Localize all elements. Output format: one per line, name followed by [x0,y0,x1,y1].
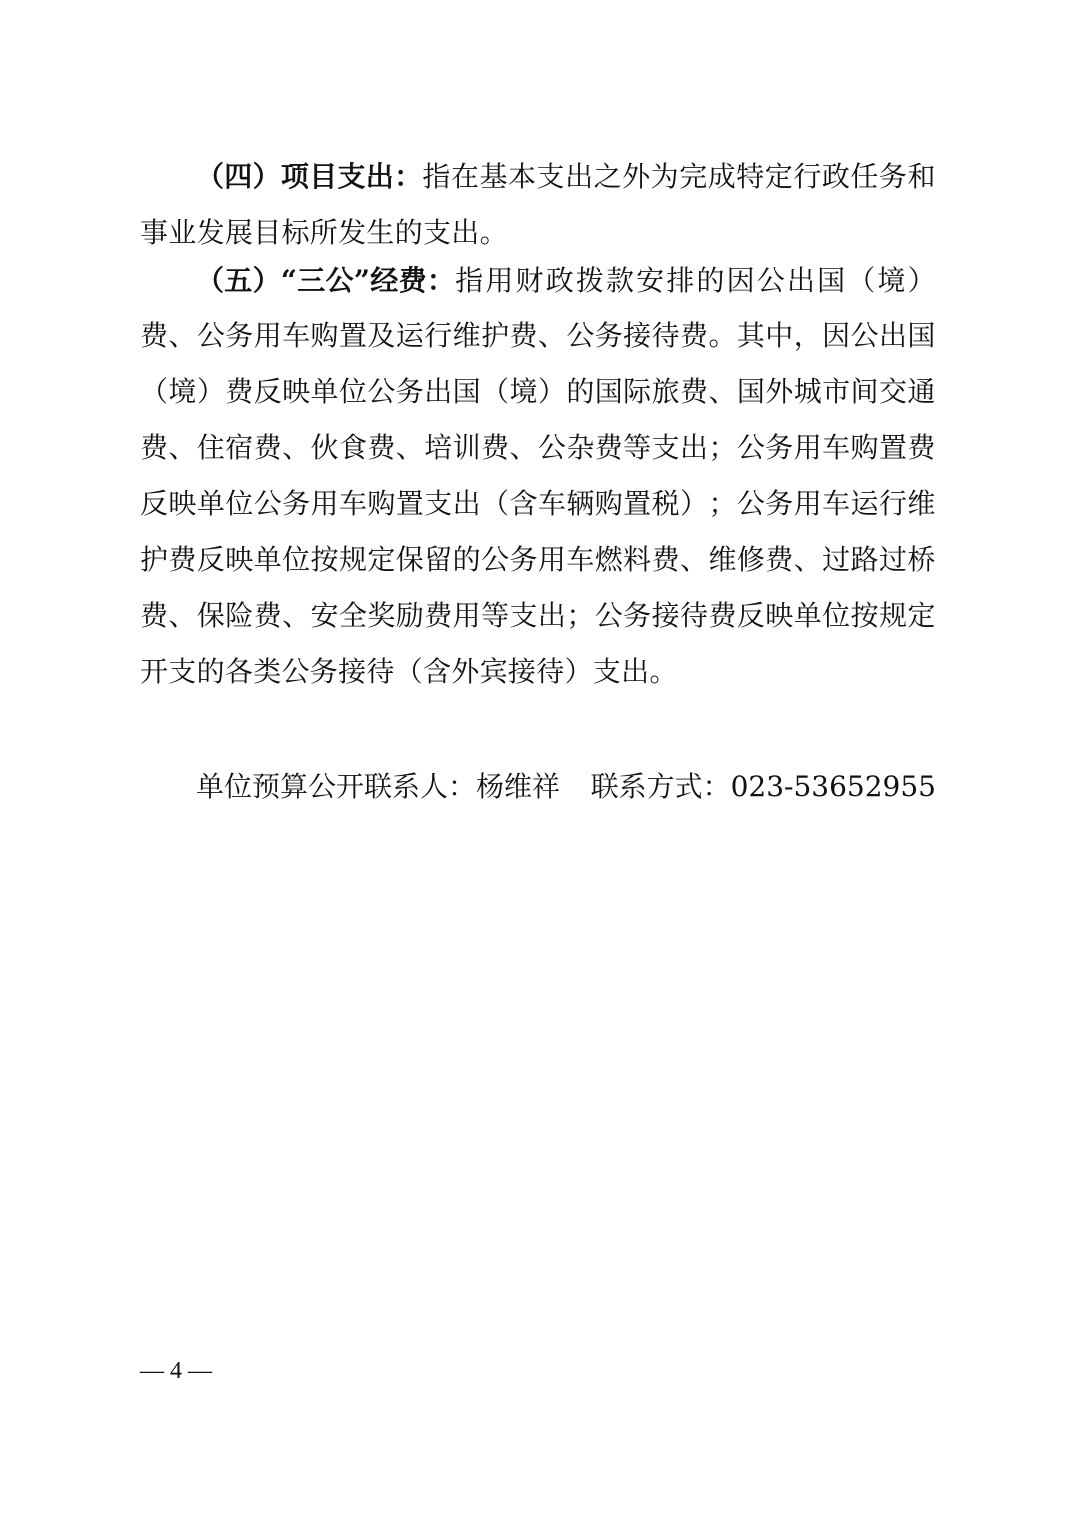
section5-line-1 [196,261,936,301]
contact-person: 单位预算公开联系人：杨维祥 [196,770,561,803]
section4-heading: （四）项目支出： [196,160,423,193]
section4-line-2: 事业发展目标所发生的支出。 [140,216,508,249]
section5-line-4: 费 、 住 宿 费 、 伙 食 费 、 培 训 费 、 公 杂 费 等 支 出 ； 公 务 用 车 购 置 费 [140,431,936,464]
section5-line-6: 护 费 反 映 单 位 按 规 定 保 留 的 公 务 用 车 燃 料 费 、 维 修 费 、 过 路 过 桥 [140,543,936,576]
contact-line [196,767,936,807]
section5-line-7: 费 、 保 险 费 、 安 全 奖 励 费 用 等 支 出 ； 公 务 接 待 费 反 映 单 位 按 规 定 [140,599,936,632]
contact-phone: 联系方式：023-53652955 [590,770,936,803]
section5-line-8: 开支的各类公务接待（含外宾接待）支出。 [140,655,678,688]
section4-line-1 [196,157,936,197]
section5-line-5: 反 映 单 位 公 务 用 车 购 置 支 出 （ 含 车 辆 购 置 税 ） ； 公 务 用 车 运 行 维 [140,487,936,520]
section5-line-3: （ 境 ） 费 反 映 单 位 公 务 出 国 （ 境 ） 的 国 际 旅 费 、 国 外 城 市 间 交 通 [140,375,936,408]
section4-text-1: 指 在 基 本 支 出 之 外 为 完 成 特 定 行 政 任 务 和 [422,160,936,193]
section5-line-2: 费 、 公 务 用 车 购 置 及 运 行 维 护 费 、 公 务 接 待 费 。 其 中 ， 因 公 出 国 [140,319,936,352]
section5-heading: （五）“三公”经费： [196,264,456,297]
section5-text-1: 指 用 财 政 拨 款 安 排 的 因 公 出 国 （ 境 ） [455,264,936,297]
page-number: — 4 — [140,1358,212,1384]
